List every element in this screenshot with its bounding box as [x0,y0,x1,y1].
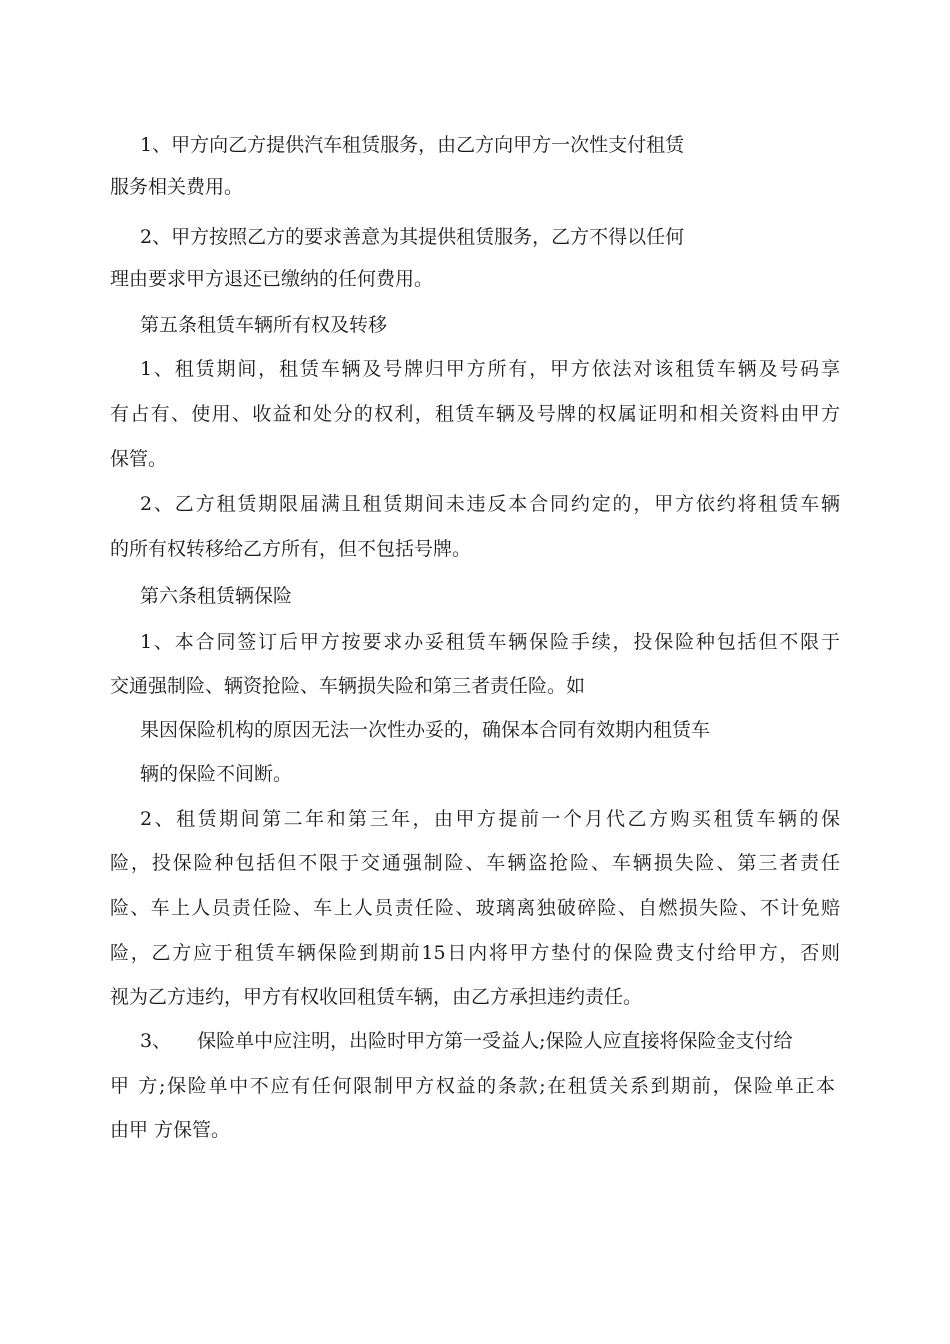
paragraph-line: 2、甲方按照乙方的要求善意为其提供租赁服务，乙方不得以任何 [140,226,685,248]
paragraph-line: 理由要求甲方退还已缴纳的任何费用。 [110,268,434,290]
paragraph-line: 交通强制险、辆资抢险、车辆损失险和第三者责任险。如 [110,675,586,697]
paragraph-line: 果因保险机构的原因无法一次性办妥的，确保本合同有效期内租赁车 [140,719,711,741]
paragraph-line: 险，投保险种包括但不限于交通强制险、车辆盗抢险、车辆损失险、第三者责任 [110,852,840,874]
paragraph-line: 视为乙方违约，甲方有权收回租赁车辆，由乙方承担违约责任。 [110,986,643,1008]
paragraph-line: 甲 方;保险单中不应有任何限制甲方权益的条款;在租赁关系到期前，保险单正本 [110,1075,835,1097]
paragraph-line: 1、本合同签订后甲方按要求办妥租赁车辆保险手续，投保险种包括但不限于 [140,631,840,653]
section-heading: 第六条租赁辆保险 [140,585,293,607]
paragraph-line: 有占有、使用、收益和处分的权利，租赁车辆及号牌的权属证明和相关资料由甲方 [110,403,840,425]
section-heading: 第五条租赁车辆所有权及转移 [140,314,388,336]
paragraph-line: 2、租赁期间第二年和第三年，由甲方提前一个月代乙方购买租赁车辆的保 [140,808,840,830]
paragraph-line [140,1029,793,1053]
paragraph-line: 1、甲方向乙方提供汽车租赁服务，由乙方向甲方一次性支付租赁 [140,134,685,156]
paragraph-line: 2、乙方租赁期限届满且租赁期间未违反本合同约定的，甲方依约将租赁车辆 [140,493,840,515]
list-number: 3、 [140,1030,172,1052]
paragraph-line: 险，乙方应于租赁车辆保险到期前15日内将甲方垫付的保险费支付给甲方，否则 [110,942,840,964]
paragraph-text: 保险单中应注明，出险时甲方第一受益人;保险人应直接将保险金支付给 [197,1030,793,1052]
paragraph-line: 的所有权转移给乙方所有，但不包括号牌。 [110,538,472,560]
paragraph-line: 服务相关费用。 [110,176,244,198]
paragraph-line: 辆的保险不间断。 [140,763,293,785]
paragraph-line: 1、租赁期间，租赁车辆及号牌归甲方所有，甲方依法对该租赁车辆及号码享 [140,358,840,380]
paragraph-line: 险、车上人员责任险、车上人员责任险、玻璃离独破碎险、自燃损失险、不计免赔 [110,897,840,919]
paragraph-line: 由甲 方保管。 [110,1119,231,1141]
paragraph-line: 保管。 [110,448,168,470]
